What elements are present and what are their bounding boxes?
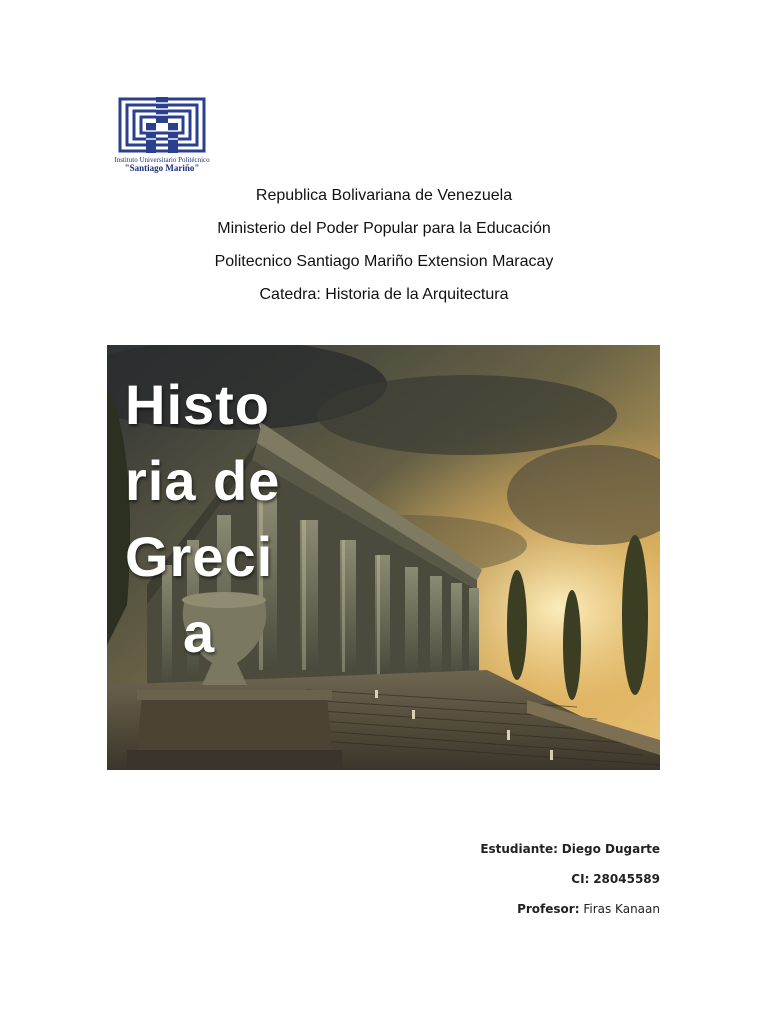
professor-label: Profesor:	[517, 902, 580, 916]
ci-label: CI:	[571, 872, 590, 886]
ci-line	[480, 868, 660, 898]
cover-title-line-3: Greci	[125, 525, 274, 588]
logo-name-text: "Santiago Mariño"	[124, 163, 200, 173]
cover-title-line-1: Histo	[125, 373, 270, 436]
ci-value: 28045589	[593, 872, 660, 886]
professor-line	[480, 898, 660, 928]
header-line-institution: Politecnico Santiago Mariño Extension Maracay	[214, 253, 554, 270]
cover-image	[107, 345, 660, 770]
header-line-ministry: Ministerio del Poder Popular para la Educación	[217, 220, 551, 237]
header-line-course: Catedra: Historia de la Arquitectura	[259, 286, 509, 303]
student-name: Diego Dugarte	[561, 842, 660, 856]
cover-title-line-2: ria de	[125, 449, 281, 512]
iupsm-emblem-icon	[110, 95, 214, 155]
institution-logo	[110, 95, 214, 175]
cover-title-line-4: a	[183, 601, 216, 664]
document-header	[0, 183, 768, 315]
student-info	[480, 838, 660, 928]
logo-institute-text: Instituto Universitario Politécnico	[114, 156, 210, 164]
professor-name: Firas Kanaan	[583, 902, 660, 916]
header-line-republic: Republica Bolivariana de Venezuela	[255, 187, 513, 204]
student-line	[480, 838, 660, 868]
cover-title	[125, 367, 300, 671]
student-label: Estudiante:	[480, 842, 558, 856]
